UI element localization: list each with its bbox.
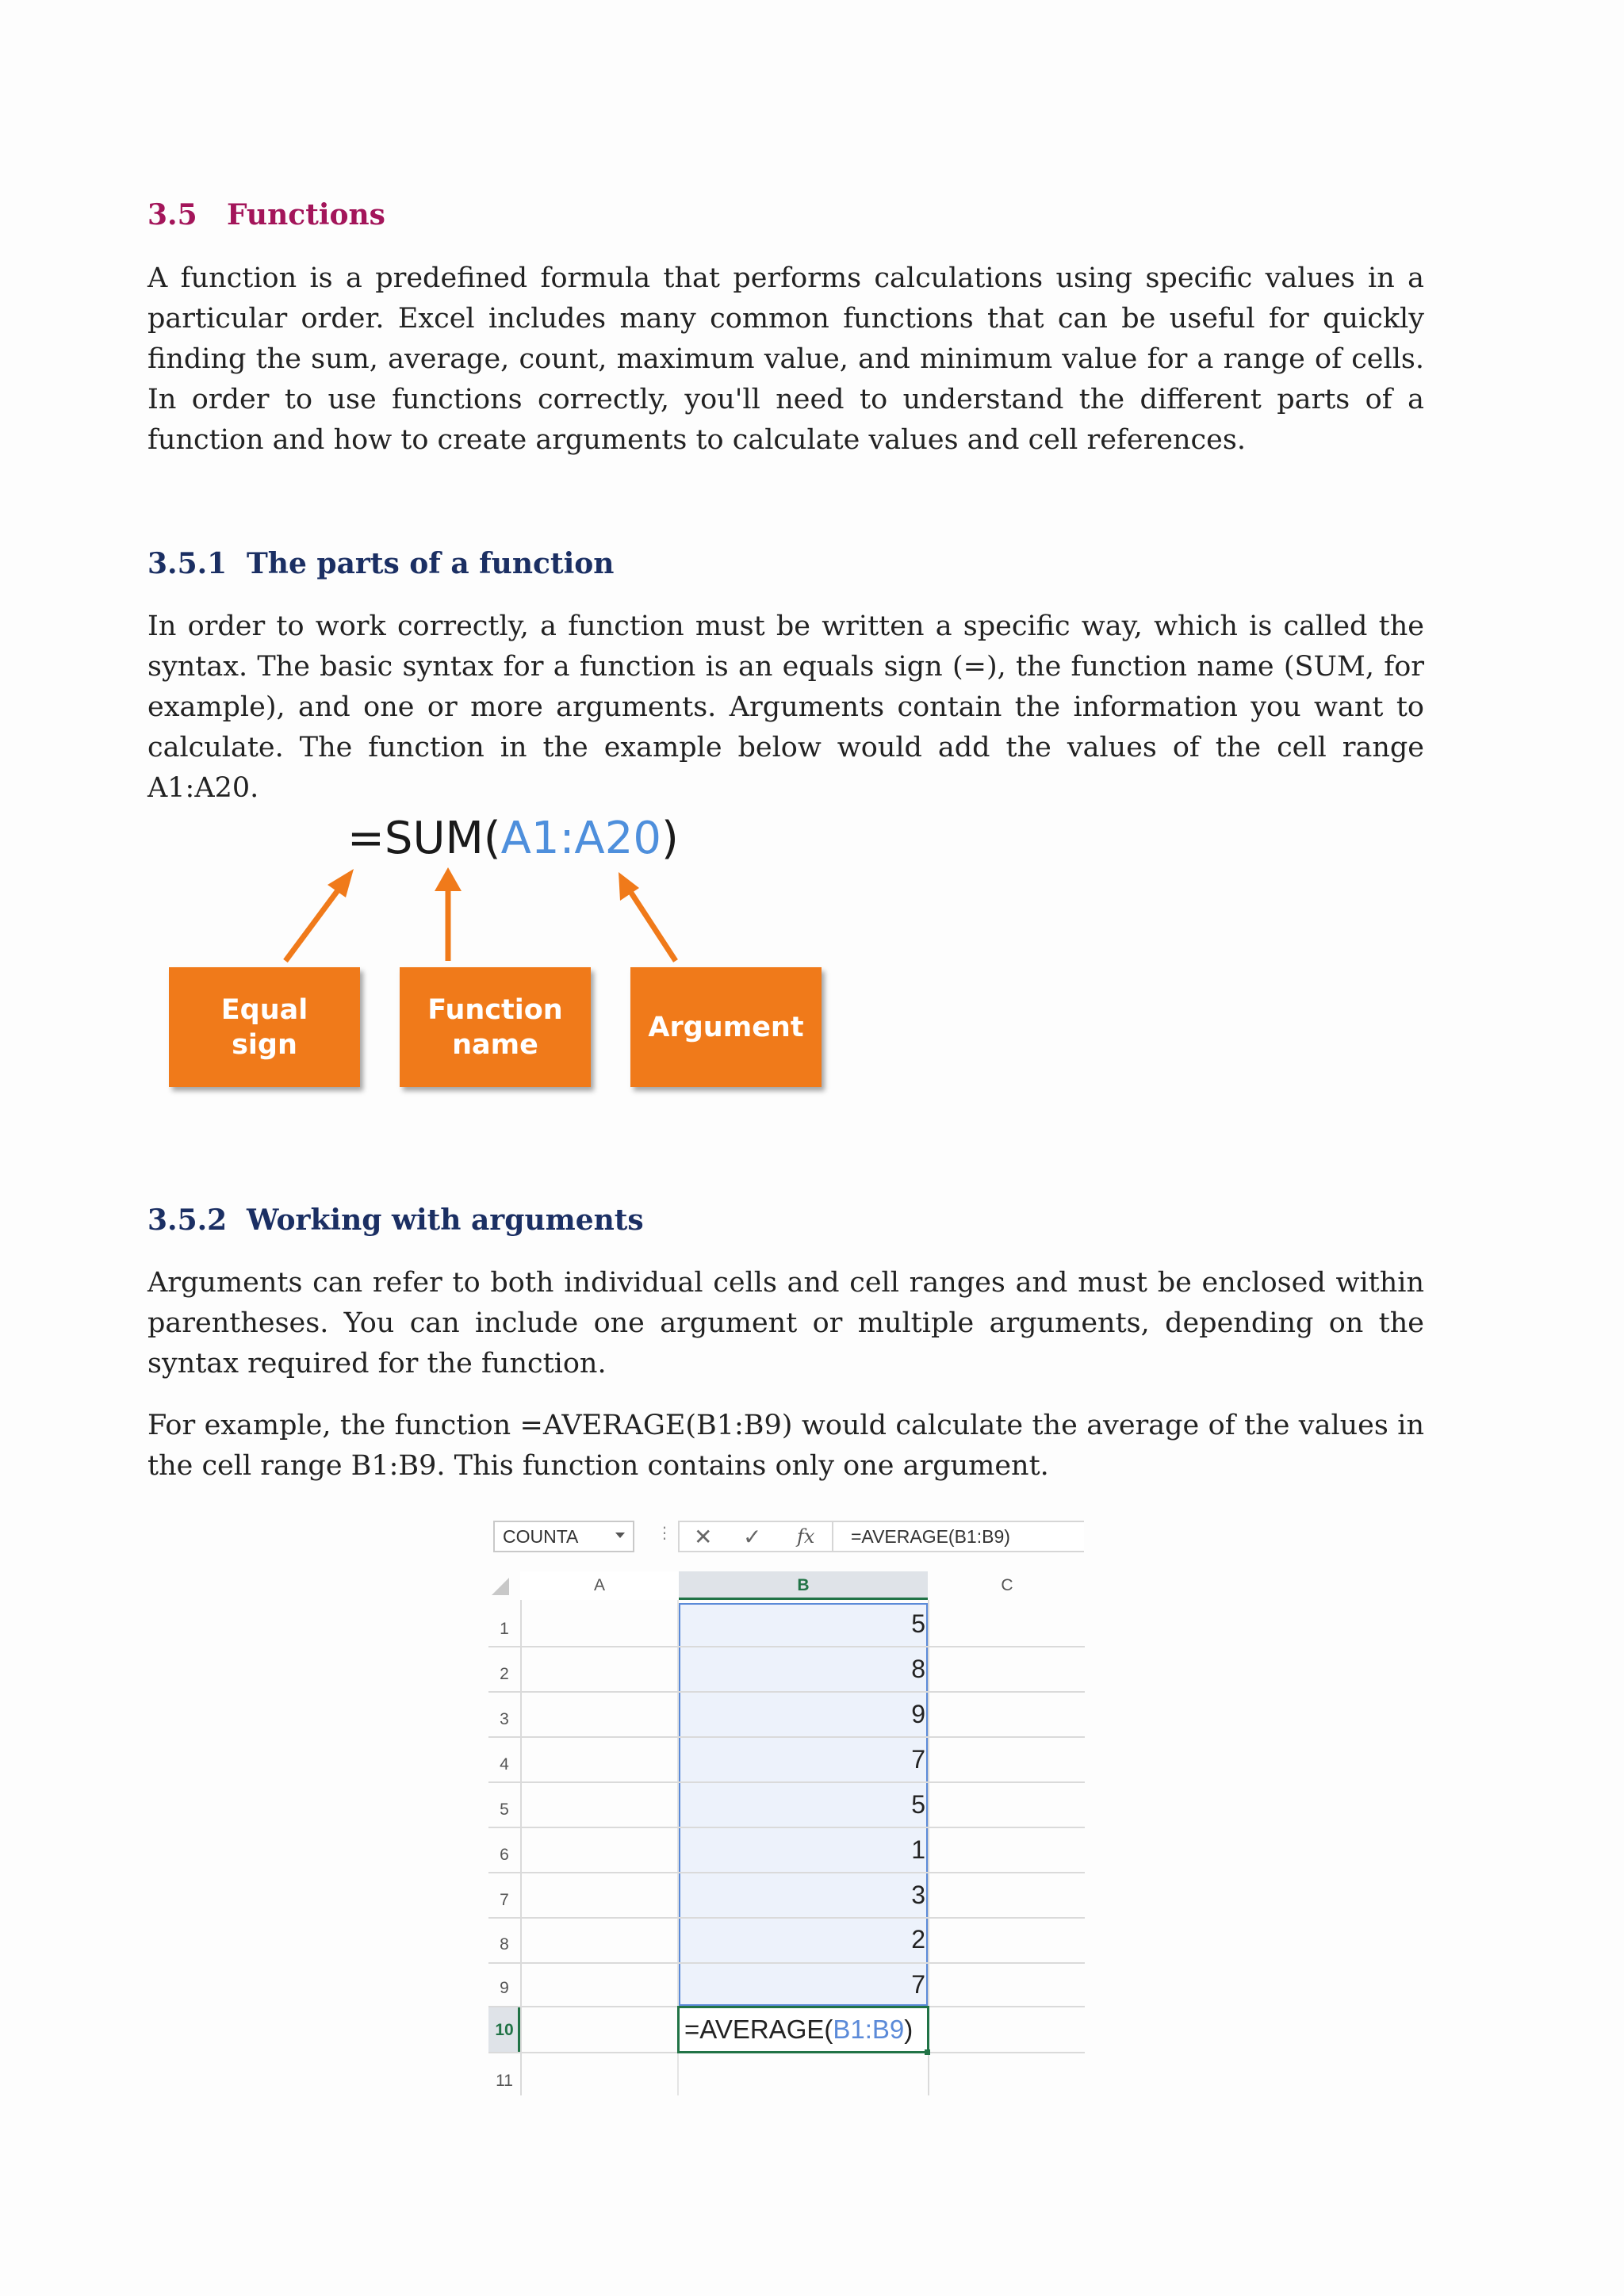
- name-box-value: COUNTA: [503, 1525, 579, 1547]
- grid-line: [488, 1691, 1085, 1693]
- row-header-10[interactable]: 10: [495, 2021, 514, 2039]
- cell-b9[interactable]: 7: [911, 1970, 925, 1999]
- grid-line: [488, 1962, 1085, 1964]
- grid-line: [488, 1872, 1085, 1873]
- argument-line1: Argument: [648, 1011, 804, 1043]
- fill-handle[interactable]: [925, 2049, 930, 2055]
- column-header-b[interactable]: B: [797, 1576, 810, 1594]
- example-paragraph: For example, the function =AVERAGE(B1:B9) would calculate the average of the values in the cell range B1:B9. This function contains only one argument.: [147, 1410, 1424, 1482]
- formula-bar-input[interactable]: =AVERAGE(B1:B9): [833, 1521, 1084, 1552]
- argument-arrow: [628, 888, 676, 961]
- row-header-7[interactable]: 7: [500, 1891, 509, 1909]
- name-box[interactable]: [493, 1521, 634, 1552]
- callout-arrows: [270, 856, 698, 967]
- grid-line: [488, 1781, 1085, 1783]
- subsection-title-1: The parts of a function: [247, 547, 615, 580]
- grid-line: [488, 1646, 1085, 1647]
- name-box-dropdown-icon[interactable]: [615, 1533, 625, 1538]
- cell-b7[interactable]: 3: [911, 1881, 925, 1909]
- function-name-line1: Function: [427, 993, 563, 1026]
- equal-sign-line1: Equal: [220, 993, 308, 1026]
- cell-b1[interactable]: 5: [911, 1609, 925, 1638]
- grid-line: [488, 1736, 1085, 1738]
- function-name-line2: name: [452, 1028, 538, 1061]
- cell-b8[interactable]: 2: [911, 1925, 925, 1954]
- intro-paragraph: A function is a predefined formula that performs calculations using specific values in a particular order. Excel includes many common functions that can be useful for quickly finding the sum, average, count, maximum value, and minimum value for a range of cells. In order to use functions correctly, you'll need to understand the different parts of a function and how to create arguments to calculate values and cell references.: [147, 262, 1424, 456]
- formula-suffix: ): [661, 813, 679, 864]
- formula-range: A1:A20: [500, 813, 661, 864]
- row-header-5[interactable]: 5: [500, 1800, 509, 1819]
- active-cell-b10[interactable]: [677, 2006, 929, 2053]
- subsection-number-2: 3.5.2: [147, 1203, 228, 1237]
- section-heading: [147, 198, 385, 232]
- arguments-paragraph: Arguments can refer to both individual cells and cell ranges and must be enclosed within parentheses. You can include one argument or multiple arguments, depending on the syntax required for the function.: [147, 1267, 1424, 1380]
- row-header-2[interactable]: 2: [500, 1665, 509, 1683]
- grid-line: [488, 1917, 1085, 1919]
- column-header-a[interactable]: A: [593, 1576, 605, 1594]
- edit-suffix: ): [904, 2015, 914, 2044]
- row-header-4[interactable]: 4: [500, 1755, 509, 1774]
- equal-sign-arrowhead: [327, 869, 354, 897]
- equal-sign-line2: sign: [232, 1028, 297, 1061]
- grid-line: [488, 1827, 1085, 1828]
- row-header-1[interactable]: 1: [500, 1620, 509, 1638]
- grid-line: [520, 1600, 522, 2095]
- equal-sign-arrow: [285, 884, 343, 961]
- formula-bar-buttons: [678, 1521, 833, 1552]
- subsection-heading-2: [147, 1203, 644, 1237]
- fx-icon[interactable]: fx: [797, 1525, 815, 1548]
- subsection-title-2: Working with arguments: [247, 1203, 644, 1237]
- function-name-arrowhead: [435, 867, 462, 891]
- cell-b4[interactable]: 7: [911, 1745, 925, 1774]
- cell-b2[interactable]: 8: [911, 1655, 925, 1683]
- cancel-icon[interactable]: ✕: [694, 1525, 713, 1549]
- row-header-8[interactable]: 8: [500, 1935, 509, 1954]
- syntax-paragraph: In order to work correctly, a function must be written a specific way, which is called the syntax. The basic syntax for a function is an equals sign (=), the function name (SUM, for example), and one or more arguments. Arguments contain the information you want to calculate. The function in the example below would add the values of the cell range A1:A20.: [147, 610, 1424, 804]
- cell-b5[interactable]: 5: [911, 1790, 925, 1819]
- select-all-corner-icon[interactable]: [492, 1578, 509, 1595]
- row-header-9[interactable]: 9: [500, 1979, 509, 1997]
- row-header-6[interactable]: 6: [500, 1846, 509, 1864]
- subsection-heading-1: [147, 547, 614, 580]
- section-number: 3.5: [147, 198, 197, 232]
- cell-b6[interactable]: 1: [911, 1835, 925, 1864]
- edit-prefix: =AVERAGE(: [684, 2015, 833, 2044]
- argument-box: [630, 967, 822, 1087]
- formula-bar-grip-icon[interactable]: ⋮: [657, 1525, 672, 1542]
- edit-range: B1:B9: [833, 2015, 905, 2044]
- enter-icon[interactable]: ✓: [743, 1525, 762, 1549]
- cell-b3[interactable]: 9: [911, 1700, 925, 1728]
- column-header-c[interactable]: C: [1001, 1576, 1013, 1594]
- equal-sign-box: [169, 967, 360, 1087]
- row-header-11[interactable]: 11: [496, 2072, 513, 2090]
- function-name-box: [400, 967, 591, 1087]
- section-title: Functions: [227, 198, 385, 232]
- subsection-number-1: 3.5.1: [147, 547, 228, 580]
- formula-prefix: =SUM(: [347, 813, 501, 864]
- row-header-3[interactable]: 3: [500, 1710, 509, 1728]
